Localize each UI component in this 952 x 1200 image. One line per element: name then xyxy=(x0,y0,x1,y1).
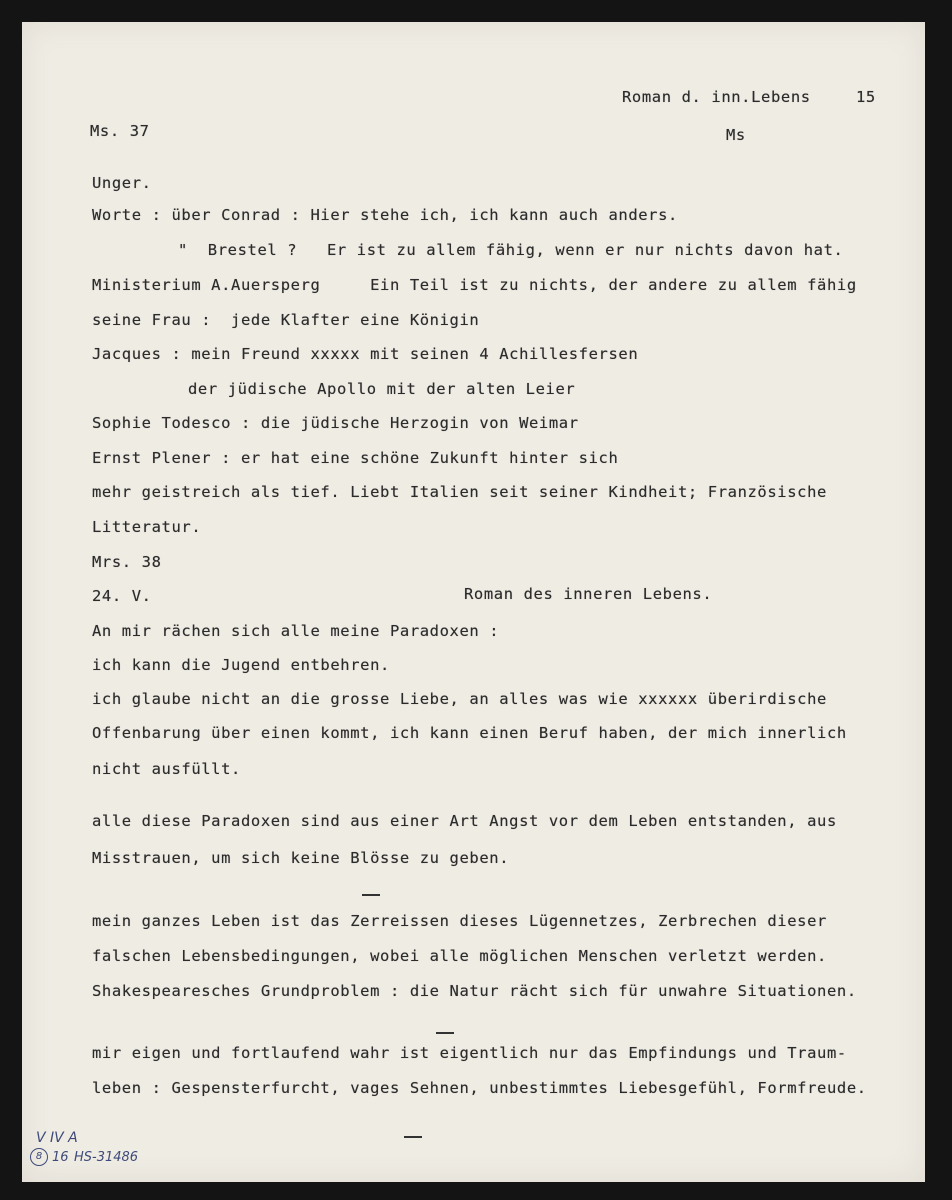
section-divider xyxy=(404,1136,422,1138)
manuscript-number-left: Ms. 37 xyxy=(90,122,150,140)
text-line: Litteratur. xyxy=(92,518,202,536)
text-line: Misstrauen, um sich keine Blösse zu geben. xyxy=(92,849,510,867)
section-divider xyxy=(436,1032,454,1034)
text-line: mein ganzes Leben ist das Zerreissen dieses Lügennetzes, Zerbrechen dieser xyxy=(92,912,827,930)
text-line: Sophie Todesco : die jüdische Herzogin von Weimar xyxy=(92,414,579,432)
text-line: Jacques : mein Freund xxxxx mit seinen 4 Achillesfersen xyxy=(92,345,639,363)
text-line: Shakespearesches Grundproblem : die Natur rächt sich für unwahre Situationen. xyxy=(92,982,857,1000)
text-line: ich glaube nicht an die grosse Liebe, an alles was wie xxxxxx überirdische xyxy=(92,690,827,708)
text-line: An mir rächen sich alle meine Paradoxen : xyxy=(92,622,500,640)
text-line: falschen Lebensbedingungen, wobei alle möglichen Menschen verletzt werden. xyxy=(92,947,827,965)
stamp-circle-icon: 8 xyxy=(30,1148,48,1166)
text-line: " Brestel ? Er ist zu allem fähig, wenn er nur nichts davon hat. xyxy=(178,241,844,259)
text-line: Mrs. 38 xyxy=(92,553,162,571)
text-line: Ministerium A.Auersperg Ein Teil ist zu nichts, der andere zu allem fähig xyxy=(92,276,857,294)
typescript-page xyxy=(22,22,925,1182)
text-line: 24. V. xyxy=(92,587,152,605)
text-line: leben : Gespensterfurcht, vages Sehnen, unbestimmtes Liebesgefühl, Formfreude. xyxy=(92,1079,867,1097)
manuscript-number-right: Ms xyxy=(726,126,746,144)
text-line: Offenbarung über einen kommt, ich kann einen Beruf haben, der mich innerlich xyxy=(92,724,847,742)
text-line: Unger. xyxy=(92,174,152,192)
text-line: seine Frau : jede Klafter eine Königin xyxy=(92,311,480,329)
text-line: Ernst Plener : er hat eine schöne Zukunft hinter sich xyxy=(92,449,619,467)
text-line: alle diese Paradoxen sind aus einer Art Angst vor dem Leben entstanden, aus xyxy=(92,812,837,830)
text-line: Worte : über Conrad : Hier stehe ich, ich kann auch anders. xyxy=(92,206,678,224)
text-line: mehr geistreich als tief. Liebt Italien seit seiner Kindheit; Französische xyxy=(92,483,827,501)
text-line: mir eigen und fortlaufend wahr ist eigentlich nur das Empfindungs und Traum- xyxy=(92,1044,847,1062)
text-line: der jüdische Apollo mit der alten Leier xyxy=(188,380,576,398)
archive-signature: HS-31486 xyxy=(74,1150,139,1165)
section-title: Roman des inneren Lebens. xyxy=(464,585,713,603)
text-line: ich kann die Jugend entbehren. xyxy=(92,656,390,674)
text-line: nicht ausfüllt. xyxy=(92,760,241,778)
header-title: Roman d. inn.Lebens xyxy=(622,88,811,106)
archive-sheet-number: 16 xyxy=(52,1150,69,1165)
page-number: 15 xyxy=(856,88,876,106)
section-divider xyxy=(362,894,380,896)
archive-shelfmark: V IV A xyxy=(36,1130,78,1146)
